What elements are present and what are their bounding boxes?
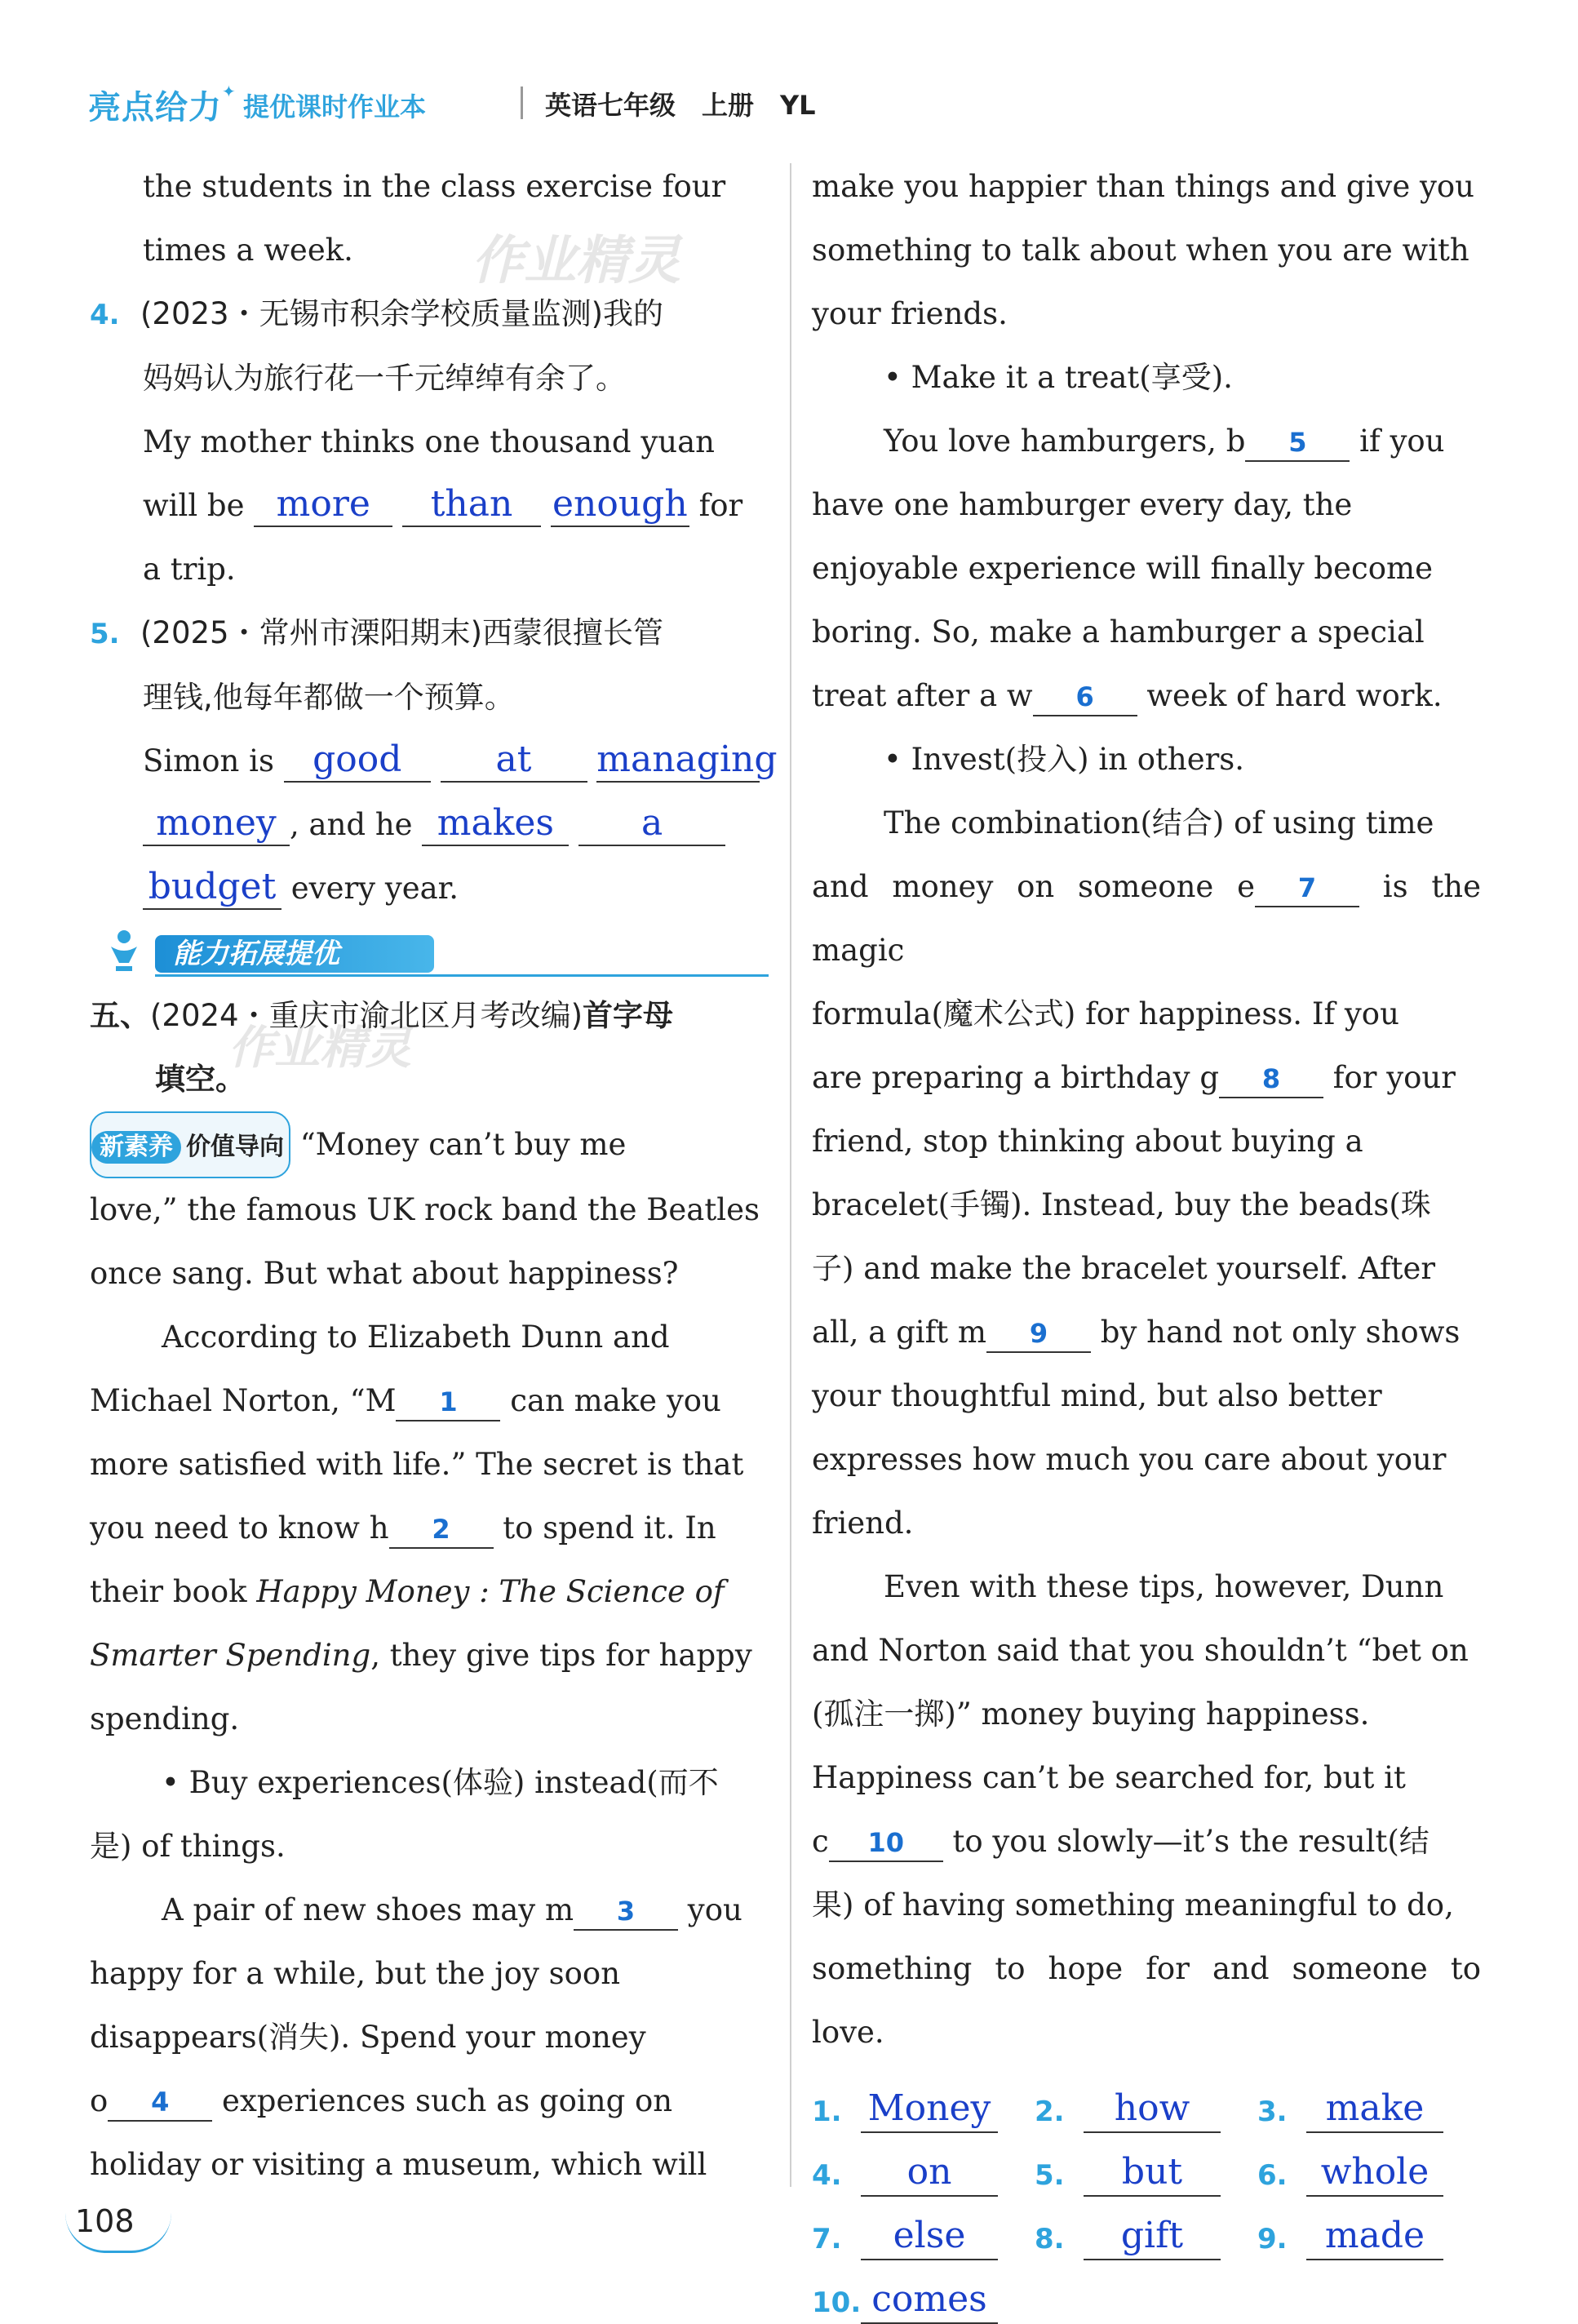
text-line: According to Elizabeth Dunn and [162, 1319, 670, 1355]
text-line: 果) of having something meaningful to do, [812, 1887, 1454, 1923]
text-line: money , and he makes a [90, 793, 769, 857]
answer-blank: at [441, 738, 587, 783]
answer-item: 1. Money [812, 2086, 1035, 2133]
cloze-blank: 8 [1219, 1061, 1323, 1098]
cloze-blank: 7 [1255, 870, 1359, 907]
section-banner [90, 920, 769, 984]
book-title: 英语七年级 上册 YL [545, 90, 816, 121]
text-line: your friends. [812, 296, 1008, 331]
cloze-blank: 3 [574, 1893, 678, 1931]
answer-blank: than [402, 483, 541, 527]
text-line: all, a gift m 9 by hand not only shows [812, 1301, 1481, 1364]
question-number: 4. [90, 299, 120, 331]
text-line: friend. [812, 1506, 914, 1541]
question-number: 5. [90, 618, 120, 650]
answer-blank: enough [551, 483, 689, 527]
right-column [812, 155, 1481, 2324]
answer-item: 5. but [1035, 2149, 1257, 2197]
text-line: will be more than enough for [90, 474, 769, 538]
text-line: 新素养 价值导向 “Money can’t buy me [90, 1111, 769, 1178]
column-divider [790, 163, 791, 2187]
text-line: and Norton said that you shouldn’t “bet on [812, 1633, 1469, 1668]
watermark: 作业精灵 [228, 1022, 411, 1075]
text-line: A pair of new shoes may m 3 you [90, 1878, 769, 1942]
header-divider [521, 86, 523, 119]
trophy-icon [104, 927, 144, 978]
text-line: (孤注一掷)” money buying happiness. [812, 1696, 1370, 1732]
text-line: bracelet(手镯). Instead, buy the beads(珠 [812, 1187, 1431, 1222]
answer-blank: good [284, 738, 431, 783]
answer-blank: money [143, 802, 290, 846]
text-line: budget every year. [90, 857, 769, 920]
answer-item: 4. on [812, 2149, 1035, 2197]
cloze-blank: 9 [986, 1315, 1091, 1353]
text-line: o 4 experiences such as going on [90, 2069, 769, 2133]
text-line: make you happier than things and give you [812, 169, 1474, 204]
text-line: times a week. [143, 233, 353, 268]
text-line: formula(魔术公式) for happiness. If you [812, 996, 1399, 1031]
answer-item: 3. make [1257, 2086, 1480, 2133]
text-line: My mother thinks one thousand yuan [143, 424, 715, 459]
answer-item: 8. gift [1035, 2213, 1257, 2260]
cloze-blank: 1 [396, 1384, 500, 1421]
answer-blank: budget [143, 866, 281, 910]
text-line: 子) and make the bracelet yourself. After [812, 1251, 1436, 1286]
cloze-blank: 4 [108, 2084, 212, 2122]
answer-grid [812, 2069, 1481, 2324]
answer-row [812, 2197, 1481, 2260]
text-line: disappears(消失). Spend your money [90, 2020, 646, 2055]
left-column [90, 155, 778, 2197]
text-line: something to hope for and someone to love. [812, 1951, 1481, 2050]
answer-blank: managing [596, 738, 760, 783]
bullet-line: • Invest(投入) in others. [884, 742, 1245, 777]
answer-blank: a [578, 802, 725, 846]
text-line: enjoyable experience will finally become [812, 551, 1433, 586]
text-line: have one hamburger every day, the [812, 487, 1353, 522]
answer-row [812, 2133, 1481, 2197]
answer-row [812, 2260, 1481, 2324]
series-title: 提优课时作业本 [243, 91, 427, 122]
text-line: love,” the famous UK rock band the Beatles [90, 1192, 760, 1227]
text-line: c 10 to you slowly—it’s the result(结 [812, 1810, 1481, 1874]
watermark: 作业精灵 [472, 231, 680, 291]
text-line: happy for a while, but the joy soon [90, 1956, 621, 1991]
text-line: holiday or visiting a museum, which will [90, 2147, 707, 2182]
answer-blank: more [254, 483, 392, 527]
text-line: once sang. But what about happiness? [90, 1256, 679, 1291]
text-line: are preparing a birthday g 8 for your [812, 1046, 1481, 1110]
answer-blank: makes [422, 802, 569, 846]
cloze-blank: 2 [389, 1511, 494, 1549]
text-line: Even with these tips, however, Dunn [884, 1569, 1444, 1604]
text-line: Simon is good at managing [90, 730, 769, 793]
answer-item: 9. made [1257, 2213, 1480, 2260]
text-line: 是) of things. [90, 1829, 286, 1864]
text-line: The combination(结合) of using time [884, 805, 1434, 840]
text-line: treat after a w 6 week of hard work. [812, 664, 1481, 728]
section-heading: 填空。 [155, 1062, 246, 1097]
cloze-blank: 10 [829, 1825, 943, 1862]
section-heading: 五、(2024・重庆市渝北区月考改编)首字母 [90, 998, 674, 1033]
answer-item: 7. else [812, 2213, 1035, 2260]
page-number: 108 [75, 2203, 135, 2239]
bullet-line: • Buy experiences(体验) instead(而不 [162, 1765, 719, 1800]
brand-logo: 亮点给力✦ [88, 82, 237, 126]
cloze-blank: 6 [1033, 679, 1137, 716]
text-line: your thoughtful mind, but also better [812, 1378, 1382, 1413]
text-line: something to talk about when you are with [812, 233, 1469, 268]
question-4: 4. (2023・无锡市积余学校质量监测)我的 [90, 282, 769, 347]
text-line: boring. So, make a hamburger a special [812, 614, 1425, 650]
text-line: Smarter Spending, they give tips for happy [90, 1638, 752, 1673]
page-header [88, 78, 1516, 135]
cloze-blank: 5 [1245, 424, 1350, 462]
text-line: Michael Norton, “M 1 can make you [90, 1369, 769, 1433]
text-line: more satisfied with life.” The secret is that [90, 1447, 744, 1482]
answer-row [812, 2069, 1481, 2133]
text-line: and money on someone e 7 is the magic [812, 869, 1481, 968]
bullet-line: • Make it a treat(享受). [884, 360, 1233, 395]
text-line: friend, stop thinking about buying a [812, 1124, 1363, 1159]
value-tag: 新素养 价值导向 [90, 1111, 290, 1178]
section-title: 能力拓展提优 [155, 935, 434, 973]
answer-item: 6. whole [1257, 2149, 1480, 2197]
text-line: You love hamburgers, b 5 if you [812, 410, 1481, 473]
question-5: 5. (2025・常州市溧阳期末)西蒙很擅长管 [90, 601, 769, 666]
text-line: the students in the class exercise four [143, 169, 726, 204]
text-line: 理钱,他每年都做一个预算。 [143, 680, 515, 715]
text-line: you need to know h 2 to spend it. In [90, 1497, 769, 1560]
text-line: expresses how much you care about your [812, 1442, 1447, 1477]
text-line: 妈妈认为旅行花一千元绰绰有余了。 [143, 361, 626, 396]
text-line: Happiness can’t be searched for, but it [812, 1760, 1406, 1795]
answer-item: 2. how [1035, 2086, 1257, 2133]
banner-underline [155, 974, 769, 977]
text-line: their book Happy Money : The Science of [90, 1574, 725, 1609]
text-line: spending. [90, 1701, 240, 1736]
answer-item: 10. comes [812, 2277, 1035, 2324]
text-line: a trip. [143, 552, 236, 587]
